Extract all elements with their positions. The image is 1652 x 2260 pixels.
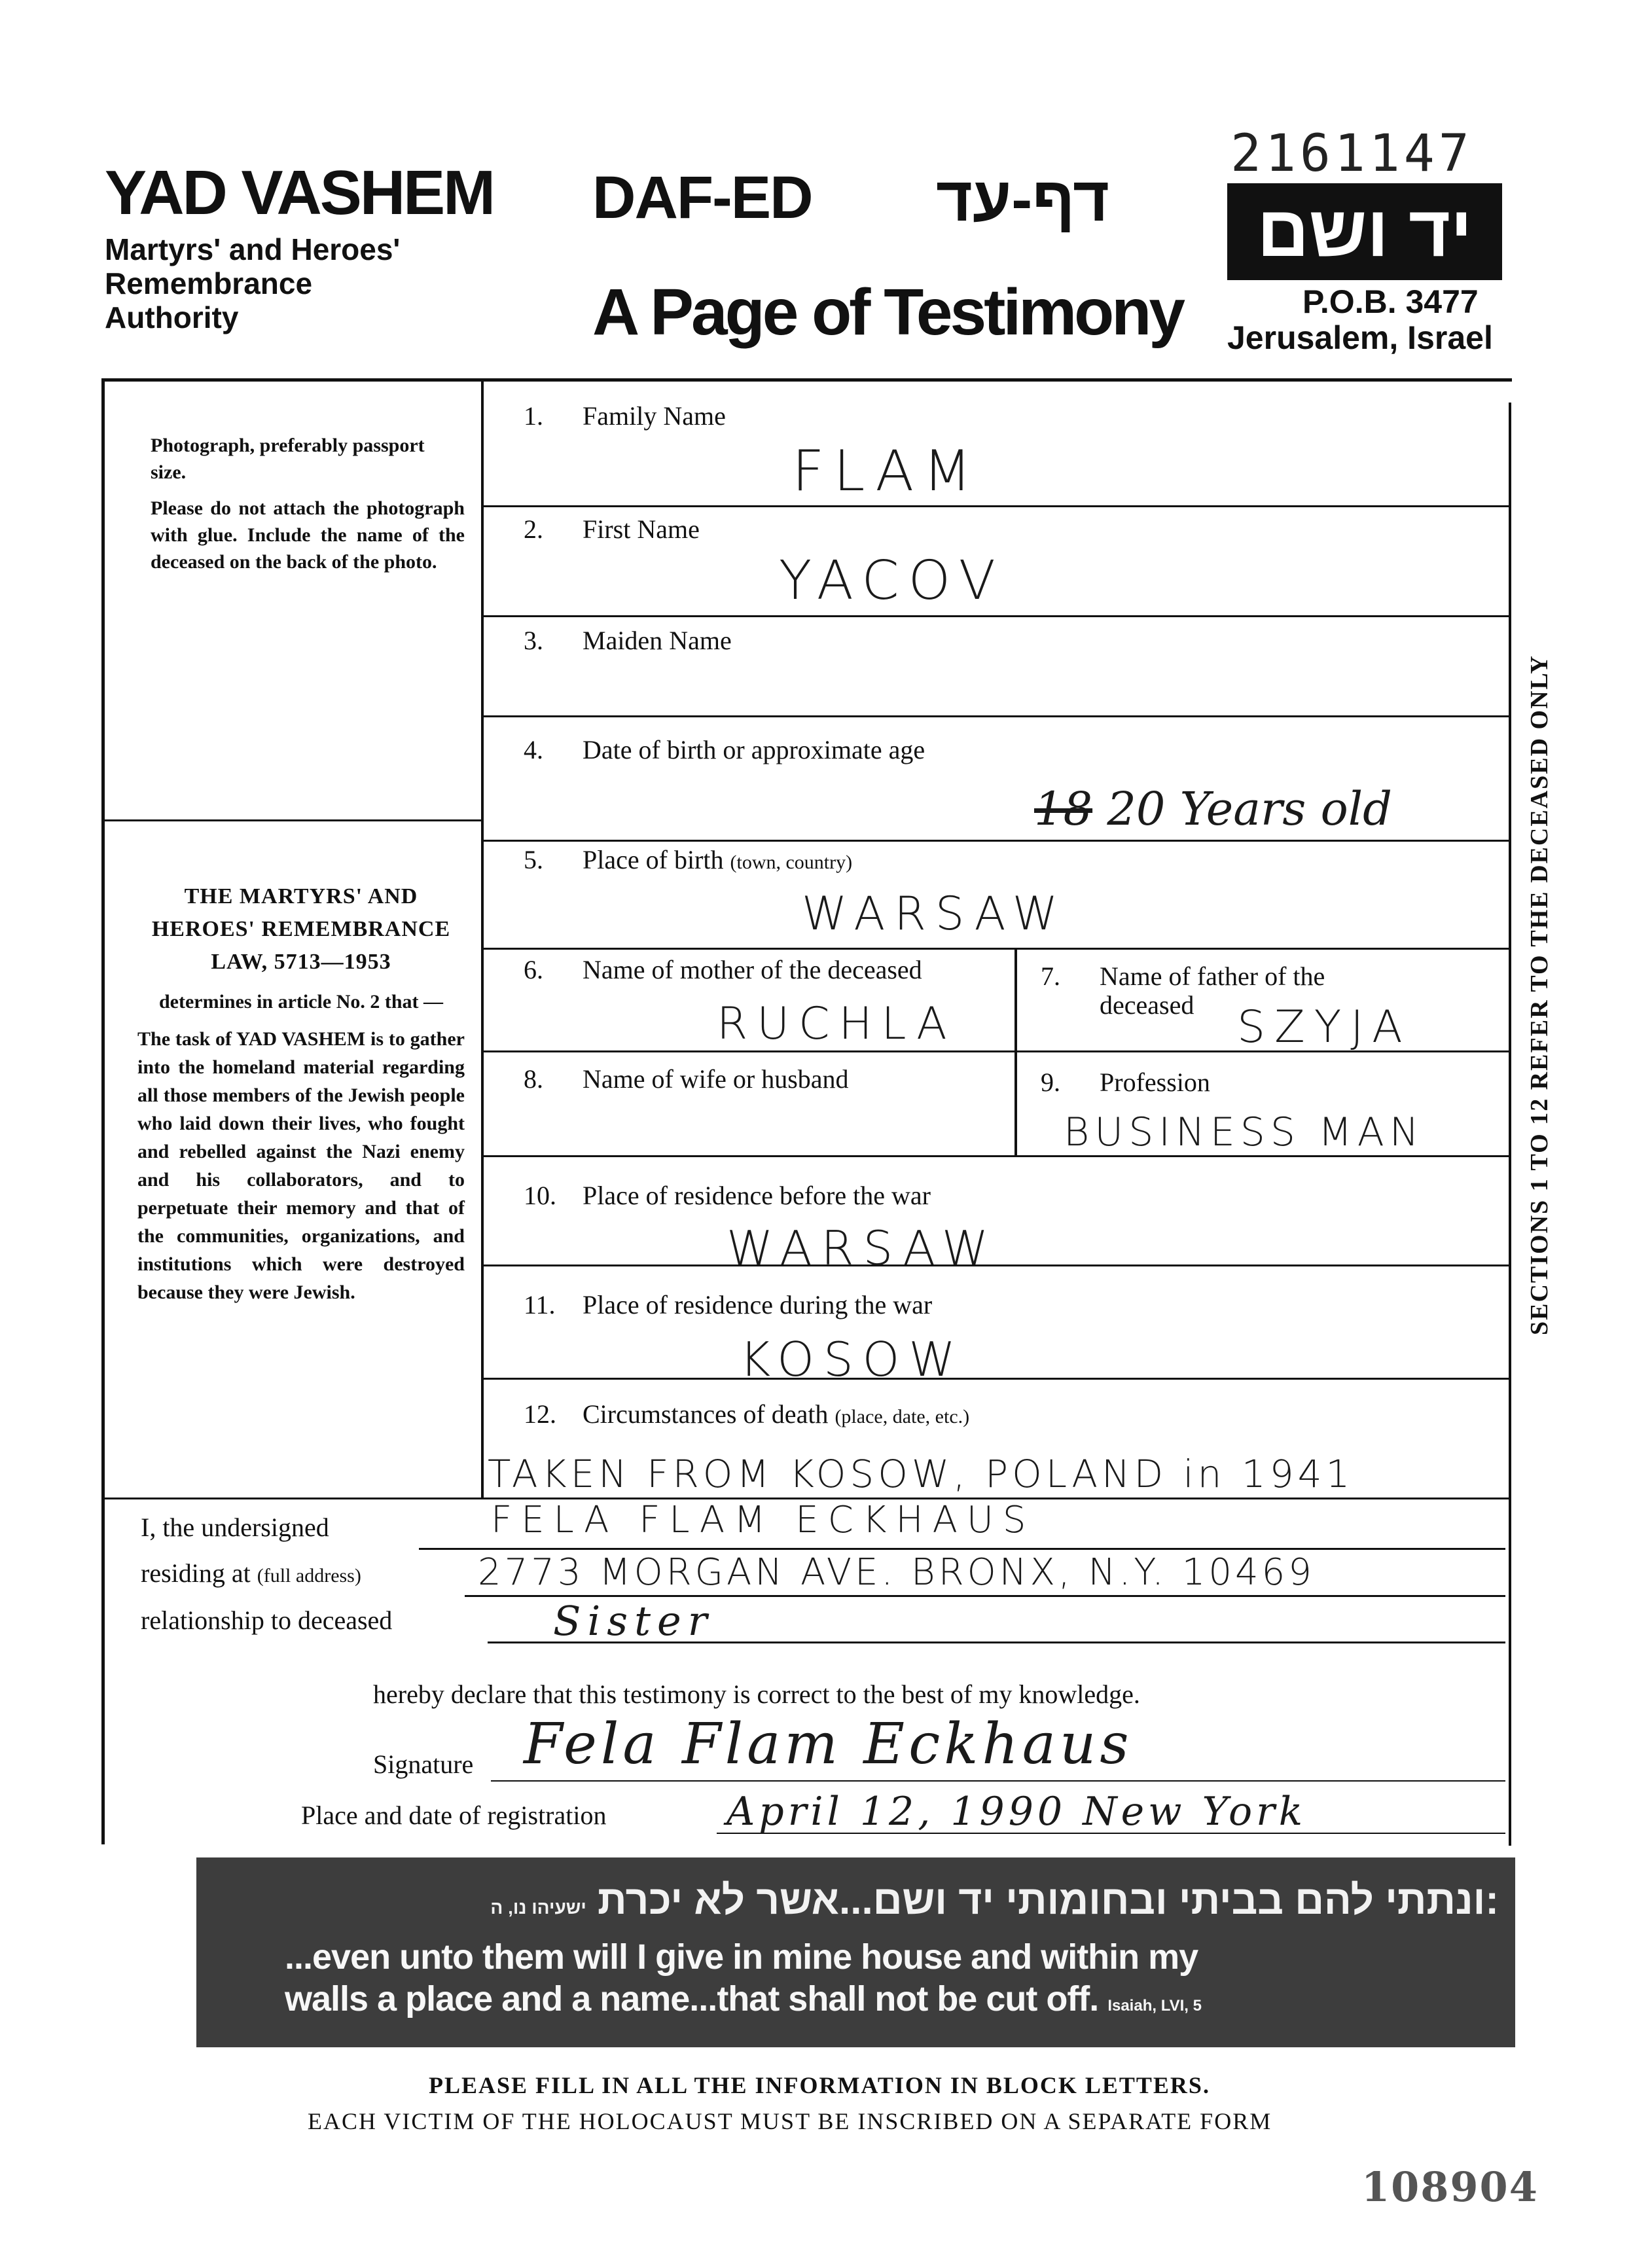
address-label: [141, 1558, 361, 1588]
field-label: Name of father of the deceased: [1100, 961, 1325, 1020]
field-birth-date-value[interactable]: [1034, 782, 1392, 836]
registration-label: Place and date of registration: [301, 1801, 607, 1830]
banner-english-line-2: walls a place and a name...that shall not be cut off.: [285, 1979, 1099, 2018]
sections-side-note: [1525, 596, 1564, 1335]
field-birth-date-label: [524, 734, 925, 765]
footer-instruction-1: PLEASE FILL IN ALL THE INFORMATION IN BLOCK LETTERS.: [429, 2072, 1210, 2098]
field-label: Place of residence during the war: [583, 1290, 933, 1319]
field-number: 11.: [524, 1290, 556, 1319]
undersigned-value[interactable]: FELA FLAM ECKHAUS: [491, 1499, 1035, 1541]
row-divider: [483, 615, 1511, 617]
field-birth-place-label: [524, 844, 852, 875]
field-birth-place-value[interactable]: WARSAW: [802, 887, 1067, 941]
law-title: THE MARTYRS' AND HEROES' REMEMBRANCE LAW, 5713—1953: [151, 884, 451, 974]
field-label: Place of birth: [583, 845, 724, 874]
field-family-name-value[interactable]: FLAM: [792, 439, 981, 504]
banner-hebrew-line: [268, 1877, 1499, 1924]
relationship-value[interactable]: Sister: [553, 1597, 714, 1645]
field-residence-during-value[interactable]: KOSOW: [740, 1332, 965, 1387]
signature-line: [491, 1780, 1505, 1782]
serial-number: 2161147: [1230, 124, 1473, 183]
row-divider: [483, 948, 1511, 950]
field-spouse-label: [524, 1064, 849, 1094]
field-father-value[interactable]: SZYJA: [1237, 1001, 1412, 1053]
form-title: A Page of Testimony: [592, 276, 1183, 349]
signature-label: Signature: [373, 1749, 474, 1779]
org-name: YAD VASHEM: [105, 158, 494, 228]
banner-english-line-1: ...even unto them will I give in mine house and within my: [285, 1937, 1198, 1977]
quote-banner: [196, 1857, 1515, 2047]
stamp-number: 108904: [1361, 2163, 1539, 2211]
field-profession-value[interactable]: BUSINESS MAN: [1064, 1109, 1424, 1155]
address-label-text: residing at: [141, 1558, 251, 1588]
field-family-name-label: [524, 401, 726, 431]
field-number: 7.: [1041, 961, 1060, 991]
row-divider: [483, 840, 1511, 842]
age-value: 20 Years old: [1107, 782, 1392, 836]
field-label: First Name: [583, 514, 700, 544]
field-label-note: (place, date, etc.): [835, 1406, 970, 1427]
field-number: 5.: [524, 845, 543, 874]
photo-instructions: Please do not attach the photograph with glue. Include the name of the deceased on the back of the photo.: [151, 497, 465, 573]
field-maiden-name-label: [524, 625, 732, 656]
address-label-note: (full address): [257, 1565, 361, 1587]
law-text: The task of YAD VASHEM is to gather into the homeland material regarding all those members of the Jewish people who laid down their lives, who fought and rebelled against the Nazi enemy and his collaborators, and to perpetuate their memory and that of the communities, organizations, and institutions which were destroyed because they were Jewish.: [137, 1028, 465, 1303]
field-number: 2.: [524, 514, 543, 544]
field-mother-label: [524, 956, 969, 984]
side-note-text: SECTIONS 1 TO 12 REFER TO THE DECEASED ONLY: [1526, 655, 1553, 1335]
field-label: Name of wife or husband: [583, 1064, 849, 1094]
field-number: 1.: [524, 401, 543, 431]
address-value[interactable]: 2773 MORGAN AVE. BRONX, N.Y. 10469: [478, 1551, 1315, 1594]
org-subtitle-line-3: Authority: [105, 300, 239, 334]
form-left-border: [101, 378, 105, 1844]
field-number: 4.: [524, 735, 543, 764]
row-divider: [483, 715, 1511, 717]
field-first-name-value[interactable]: YACOV: [779, 550, 1005, 612]
yad-vashem-logo: [1227, 183, 1502, 280]
struck-value: 18: [1034, 782, 1093, 836]
field-label: Name of mother of the deceased: [583, 955, 922, 984]
law-determines: determines in article No. 2 that —: [158, 991, 444, 1013]
field-profession-label: [1041, 1067, 1210, 1098]
field-label: Date of birth or approximate age: [583, 735, 925, 764]
field-number: 8.: [524, 1064, 543, 1094]
row-divider: [483, 505, 1511, 507]
pob: P.O.B. 3477: [1302, 283, 1479, 320]
field-first-name-label: [524, 514, 700, 545]
form-name: DAF-ED: [592, 164, 812, 231]
field-label: Place of residence before the war: [583, 1181, 931, 1210]
field-label: Maiden Name: [583, 626, 732, 655]
field-death-circumstances-label: [524, 1399, 969, 1429]
registration-value[interactable]: April 12, 1990 New York: [727, 1789, 1307, 1835]
undersigned-label: I, the undersigned: [141, 1513, 329, 1542]
sidebar-photo-box: [151, 432, 465, 584]
signature-value[interactable]: Fela Flam Eckhaus: [524, 1712, 1133, 1777]
field-number: 9.: [1041, 1067, 1060, 1097]
field-label: Circumstances of death: [583, 1399, 829, 1429]
org-subtitle: [105, 232, 400, 334]
declaration-statement: hereby declare that this testimony is correct to the best of my knowledge.: [373, 1679, 1140, 1709]
sidebar-law-box: [137, 880, 465, 1316]
field-mother-value[interactable]: RUCHLA: [717, 998, 956, 1050]
city: Jerusalem, Israel: [1227, 319, 1493, 356]
form-name-hebrew: דף-עד: [936, 164, 1109, 234]
form-top-border: [101, 378, 1512, 382]
field-label: Family Name: [583, 401, 726, 431]
banner-english: [285, 1936, 1496, 2027]
field-number: 10.: [524, 1181, 556, 1210]
field-residence-during-label: [524, 1289, 932, 1320]
field-number: 3.: [524, 626, 543, 655]
row-divider: [483, 1378, 1511, 1380]
sidebar-divider: [481, 380, 484, 1499]
field-residence-before-value[interactable]: WARSAW: [727, 1221, 998, 1276]
form-right-border: [1509, 403, 1511, 1846]
undersigned-line: [419, 1548, 1505, 1550]
field-number: 6.: [524, 955, 543, 984]
relationship-label: relationship to deceased: [141, 1605, 393, 1635]
field-label: Profession: [1100, 1067, 1210, 1097]
banner-hebrew-ref: ישעיהו נו, ה: [490, 1897, 586, 1918]
org-subtitle-line-1: Martyrs' and Heroes': [105, 232, 401, 266]
column-divider: [1015, 949, 1017, 1157]
field-death-circumstances-value[interactable]: TAKEN FROM KOSOW, POLAND in 1941: [488, 1452, 1354, 1496]
banner-english-line-2-wrap: [285, 1978, 1496, 2027]
field-number: 12.: [524, 1399, 556, 1429]
sidebar-section-divider: [103, 819, 483, 821]
banner-hebrew-text: :ונתתי להם בביתי ובחומותי יד ושם...אשר לא יכרת: [598, 1878, 1499, 1923]
logo-hebrew-text: יד ושם: [1257, 191, 1473, 272]
photo-title: Photograph, preferably passport size.: [151, 435, 425, 483]
banner-english-ref: Isaiah, LVI, 5: [1107, 1997, 1202, 2015]
org-subtitle-line-2: Remembrance: [105, 266, 313, 300]
field-residence-before-label: [524, 1180, 931, 1211]
row-divider: [483, 1155, 1511, 1157]
footer-instruction-2: EACH VICTIM OF THE HOLOCAUST MUST BE INSCRIBED ON A SEPARATE FORM: [308, 2108, 1272, 2134]
field-label-note: (town, country): [730, 852, 853, 873]
